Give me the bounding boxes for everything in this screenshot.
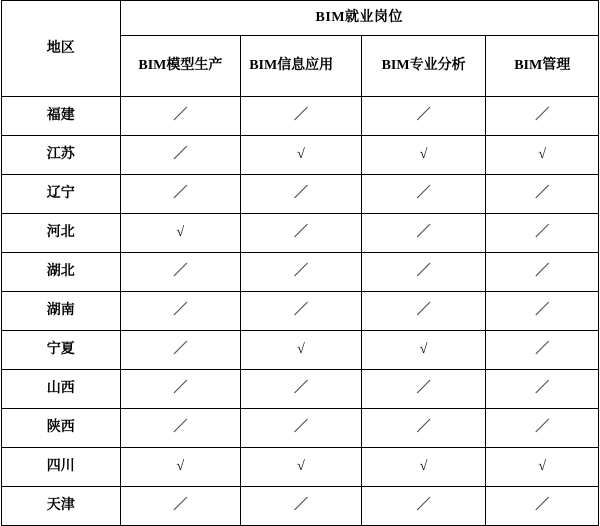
table-body xyxy=(2,97,599,526)
cell-mark: ／ xyxy=(361,487,486,526)
header-group-bim-jobs: BIM就业岗位 xyxy=(120,1,598,36)
row-region-label: 河北 xyxy=(2,214,121,253)
cell-mark: ／ xyxy=(486,214,599,253)
header-col-model-production: BIM模型生产 xyxy=(120,36,241,97)
table-row xyxy=(2,448,599,487)
cell-mark: ／ xyxy=(486,175,599,214)
cell-mark: ／ xyxy=(241,370,362,409)
cell-mark: ／ xyxy=(361,409,486,448)
header-row-group xyxy=(2,1,599,36)
cell-mark: ／ xyxy=(486,253,599,292)
row-region-label: 湖南 xyxy=(2,292,121,331)
cell-mark: ／ xyxy=(361,292,486,331)
table-row xyxy=(2,136,599,175)
cell-mark: ／ xyxy=(361,175,486,214)
cell-mark: ／ xyxy=(120,487,241,526)
table-row xyxy=(2,409,599,448)
header-col-professional-analysis: BIM专业分析 xyxy=(361,36,486,97)
cell-mark: ／ xyxy=(120,292,241,331)
cell-mark: ／ xyxy=(120,409,241,448)
row-region-label: 江苏 xyxy=(2,136,121,175)
cell-mark: √ xyxy=(120,448,241,487)
cell-mark: ／ xyxy=(361,370,486,409)
cell-mark: √ xyxy=(486,136,599,175)
row-region-label: 陕西 xyxy=(2,409,121,448)
cell-mark: ／ xyxy=(486,370,599,409)
header-col-management: BIM管理 xyxy=(486,36,599,97)
cell-mark: ／ xyxy=(241,97,362,136)
cell-mark: ／ xyxy=(361,253,486,292)
table-header xyxy=(2,1,599,97)
cell-mark: ／ xyxy=(486,331,599,370)
cell-mark: √ xyxy=(120,214,241,253)
cell-mark: ／ xyxy=(120,331,241,370)
bim-employment-table xyxy=(1,0,599,526)
cell-mark: √ xyxy=(241,448,362,487)
cell-mark: ／ xyxy=(361,214,486,253)
cell-mark: √ xyxy=(361,448,486,487)
cell-mark: √ xyxy=(486,448,599,487)
table-row xyxy=(2,370,599,409)
cell-mark: √ xyxy=(241,136,362,175)
table-row xyxy=(2,253,599,292)
header-region: 地区 xyxy=(2,1,121,97)
cell-mark: ／ xyxy=(120,370,241,409)
cell-mark: √ xyxy=(361,331,486,370)
cell-mark: ／ xyxy=(486,97,599,136)
row-region-label: 山西 xyxy=(2,370,121,409)
cell-mark: √ xyxy=(361,136,486,175)
table-row xyxy=(2,175,599,214)
cell-mark: ／ xyxy=(241,487,362,526)
cell-mark: ／ xyxy=(241,214,362,253)
cell-mark: ／ xyxy=(241,253,362,292)
row-region-label: 湖北 xyxy=(2,253,121,292)
header-col-information-application: BIM信息应用 xyxy=(241,36,362,97)
cell-mark: ／ xyxy=(486,409,599,448)
row-region-label: 四川 xyxy=(2,448,121,487)
row-region-label: 福建 xyxy=(2,97,121,136)
table-row xyxy=(2,292,599,331)
table-row xyxy=(2,97,599,136)
cell-mark: ／ xyxy=(241,409,362,448)
table-row xyxy=(2,487,599,526)
cell-mark: √ xyxy=(241,331,362,370)
cell-mark: ／ xyxy=(120,97,241,136)
cell-mark: ／ xyxy=(120,136,241,175)
cell-mark: ／ xyxy=(241,175,362,214)
row-region-label: 天津 xyxy=(2,487,121,526)
cell-mark: ／ xyxy=(361,97,486,136)
cell-mark: ／ xyxy=(486,487,599,526)
cell-mark: ／ xyxy=(241,292,362,331)
table-row xyxy=(2,331,599,370)
cell-mark: ／ xyxy=(120,253,241,292)
row-region-label: 辽宁 xyxy=(2,175,121,214)
cell-mark: ／ xyxy=(120,175,241,214)
row-region-label: 宁夏 xyxy=(2,331,121,370)
table-row xyxy=(2,214,599,253)
cell-mark: ／ xyxy=(486,292,599,331)
